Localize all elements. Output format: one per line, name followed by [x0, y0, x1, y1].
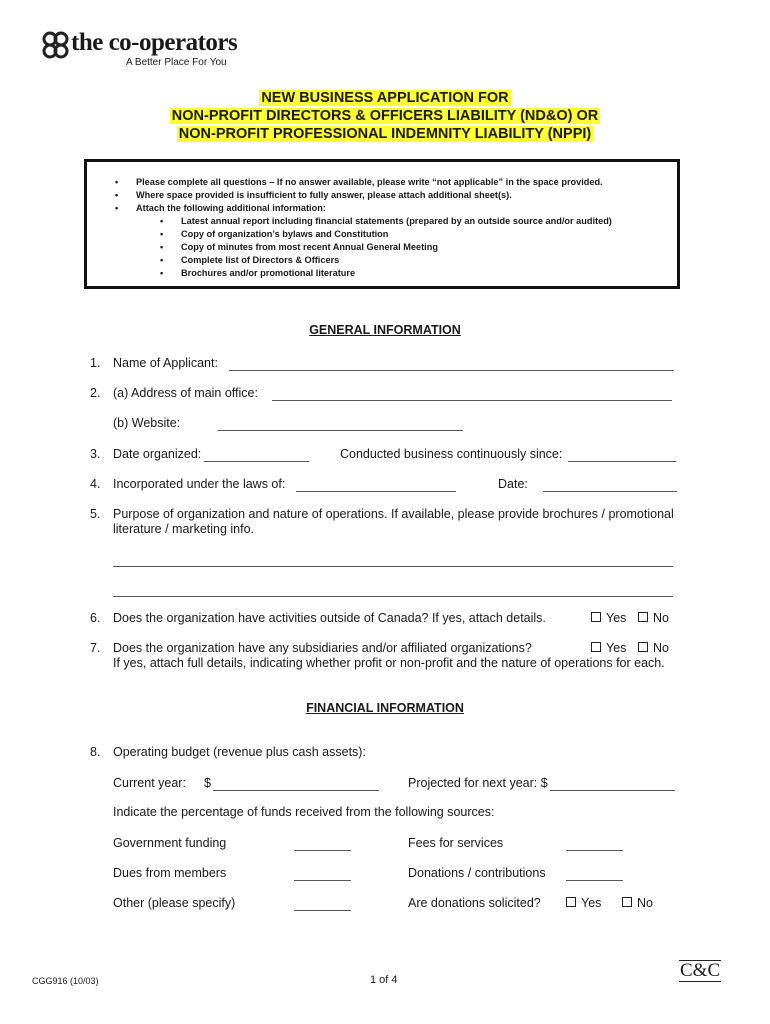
government-funding-field[interactable] [294, 850, 351, 851]
instruction-sub-bullet: • Complete list of Directors & Officers [160, 255, 340, 265]
instruction-bullet: • Please complete all questions – If no answer available, please write “not applicable” in the space provided. [115, 177, 603, 187]
donations-contributions-field[interactable] [566, 880, 623, 881]
checkbox-icon[interactable] [638, 612, 648, 622]
purpose-label-line-2: literature / marketing info. [113, 522, 255, 536]
continuous-business-field[interactable] [568, 461, 676, 462]
activities-outside-canada-label: Does the organization have activities outside of Canada? If yes, attach details. [113, 611, 546, 625]
checkbox-icon[interactable] [638, 642, 648, 652]
checkbox-icon[interactable] [566, 897, 576, 907]
instruction-bullet: • Where space provided is insufficient to fully answer, please attach additional sheet(s). [115, 190, 512, 200]
subsidiaries-no[interactable]: No [638, 641, 669, 655]
currency-symbol: $ [204, 776, 211, 790]
website-label: (b) Website: [113, 416, 181, 430]
instruction-sub-bullet: • Latest annual report including financial statements (prepared by an outside source and/or audited) [160, 216, 612, 226]
operating-budget-label: Operating budget (revenue plus cash assets): [113, 745, 366, 759]
fees-for-services-field[interactable] [566, 850, 623, 851]
question-number: 2. [90, 386, 101, 400]
incorporation-date-label: Date: [498, 477, 528, 491]
general-information-heading: GENERAL INFORMATION [309, 323, 461, 337]
incorporated-under-field[interactable] [296, 491, 456, 492]
date-organized-label: Date organized: [113, 447, 202, 461]
brand-tagline: A Better Place For You [126, 57, 227, 68]
instructions-box [84, 159, 680, 289]
instruction-sub-bullet: • Brochures and/or promotional literature [160, 268, 356, 278]
fees-for-services-label: Fees for services [408, 836, 504, 850]
instruction-sub-bullet: • Copy of organization’s bylaws and Constitution [160, 229, 389, 239]
question-number: 3. [90, 447, 101, 461]
incorporation-date-field[interactable] [543, 491, 677, 492]
donations-solicited-no[interactable]: No [622, 896, 653, 910]
other-source-field[interactable] [294, 910, 351, 911]
title-line-3: NON-PROFIT PROFESSIONAL INDEMNITY LIABILITY (NPPI) [178, 126, 592, 142]
page-number: 1 of 4 [370, 974, 398, 986]
checkbox-icon[interactable] [622, 897, 632, 907]
subsidiaries-yes[interactable]: Yes [591, 641, 626, 655]
question-number: 5. [90, 507, 101, 521]
projected-next-year-label: Projected for next year: $ [408, 776, 548, 790]
document-title [0, 89, 770, 143]
question-number: 6. [90, 611, 101, 625]
question-number: 8. [90, 745, 101, 759]
dues-from-members-label: Dues from members [113, 866, 227, 880]
instruction-bullet: • Attach the following additional information: [115, 203, 326, 213]
donations-solicited-label: Are donations solicited? [408, 896, 541, 910]
main-office-address-label: (a) Address of main office: [113, 386, 258, 400]
form-code: CGG916 (10/03) [32, 976, 99, 986]
cc-mark: C&C [680, 960, 721, 981]
projected-next-year-field[interactable] [550, 790, 675, 791]
incorporated-under-label: Incorporated under the laws of: [113, 477, 286, 491]
funding-sources-prompt: Indicate the percentage of funds received from the following sources: [113, 805, 495, 819]
checkbox-icon[interactable] [591, 612, 601, 622]
checkbox-icon[interactable] [591, 642, 601, 652]
government-funding-label: Government funding [113, 836, 227, 850]
subsidiaries-instructions: If yes, attach full details, indicating whether profit or non-profit and the nature of operations for each. [113, 656, 665, 670]
purpose-label-line-1: Purpose of organization and nature of operations. If available, please provide brochures / promotional [113, 507, 674, 521]
title-line-1: NEW BUSINESS APPLICATION FOR [261, 90, 509, 106]
purpose-field-line-1[interactable] [113, 566, 673, 567]
activities-outside-canada-no[interactable]: No [638, 611, 669, 625]
activities-outside-canada-yes[interactable]: Yes [591, 611, 626, 625]
website-field[interactable] [218, 430, 463, 431]
dues-from-members-field[interactable] [294, 880, 351, 881]
question-number: 4. [90, 477, 101, 491]
applicant-name-field[interactable] [229, 370, 674, 371]
donations-contributions-label: Donations / contributions [408, 866, 546, 880]
subsidiaries-label: Does the organization have any subsidiaries and/or affiliated organizations? [113, 641, 532, 655]
current-year-label: Current year: [113, 776, 186, 790]
question-number: 1. [90, 356, 101, 370]
continuous-business-label: Conducted business continuously since: [340, 447, 563, 461]
current-year-budget-field[interactable] [213, 790, 379, 791]
other-source-label: Other (please specify) [113, 896, 236, 910]
title-line-2: NON-PROFIT DIRECTORS & OFFICERS LIABILITY (ND&O) OR [171, 108, 599, 124]
main-office-address-field[interactable] [272, 400, 672, 401]
instruction-sub-bullet: • Copy of minutes from most recent Annual General Meeting [160, 242, 438, 252]
question-number: 7. [90, 641, 101, 655]
date-organized-field[interactable] [204, 461, 309, 462]
donations-solicited-yes[interactable]: Yes [566, 896, 601, 910]
financial-information-heading: FINANCIAL INFORMATION [306, 701, 464, 715]
brand-name: the co-operators [71, 29, 238, 56]
applicant-name-label: Name of Applicant: [113, 356, 218, 370]
purpose-field-line-2[interactable] [113, 596, 673, 597]
